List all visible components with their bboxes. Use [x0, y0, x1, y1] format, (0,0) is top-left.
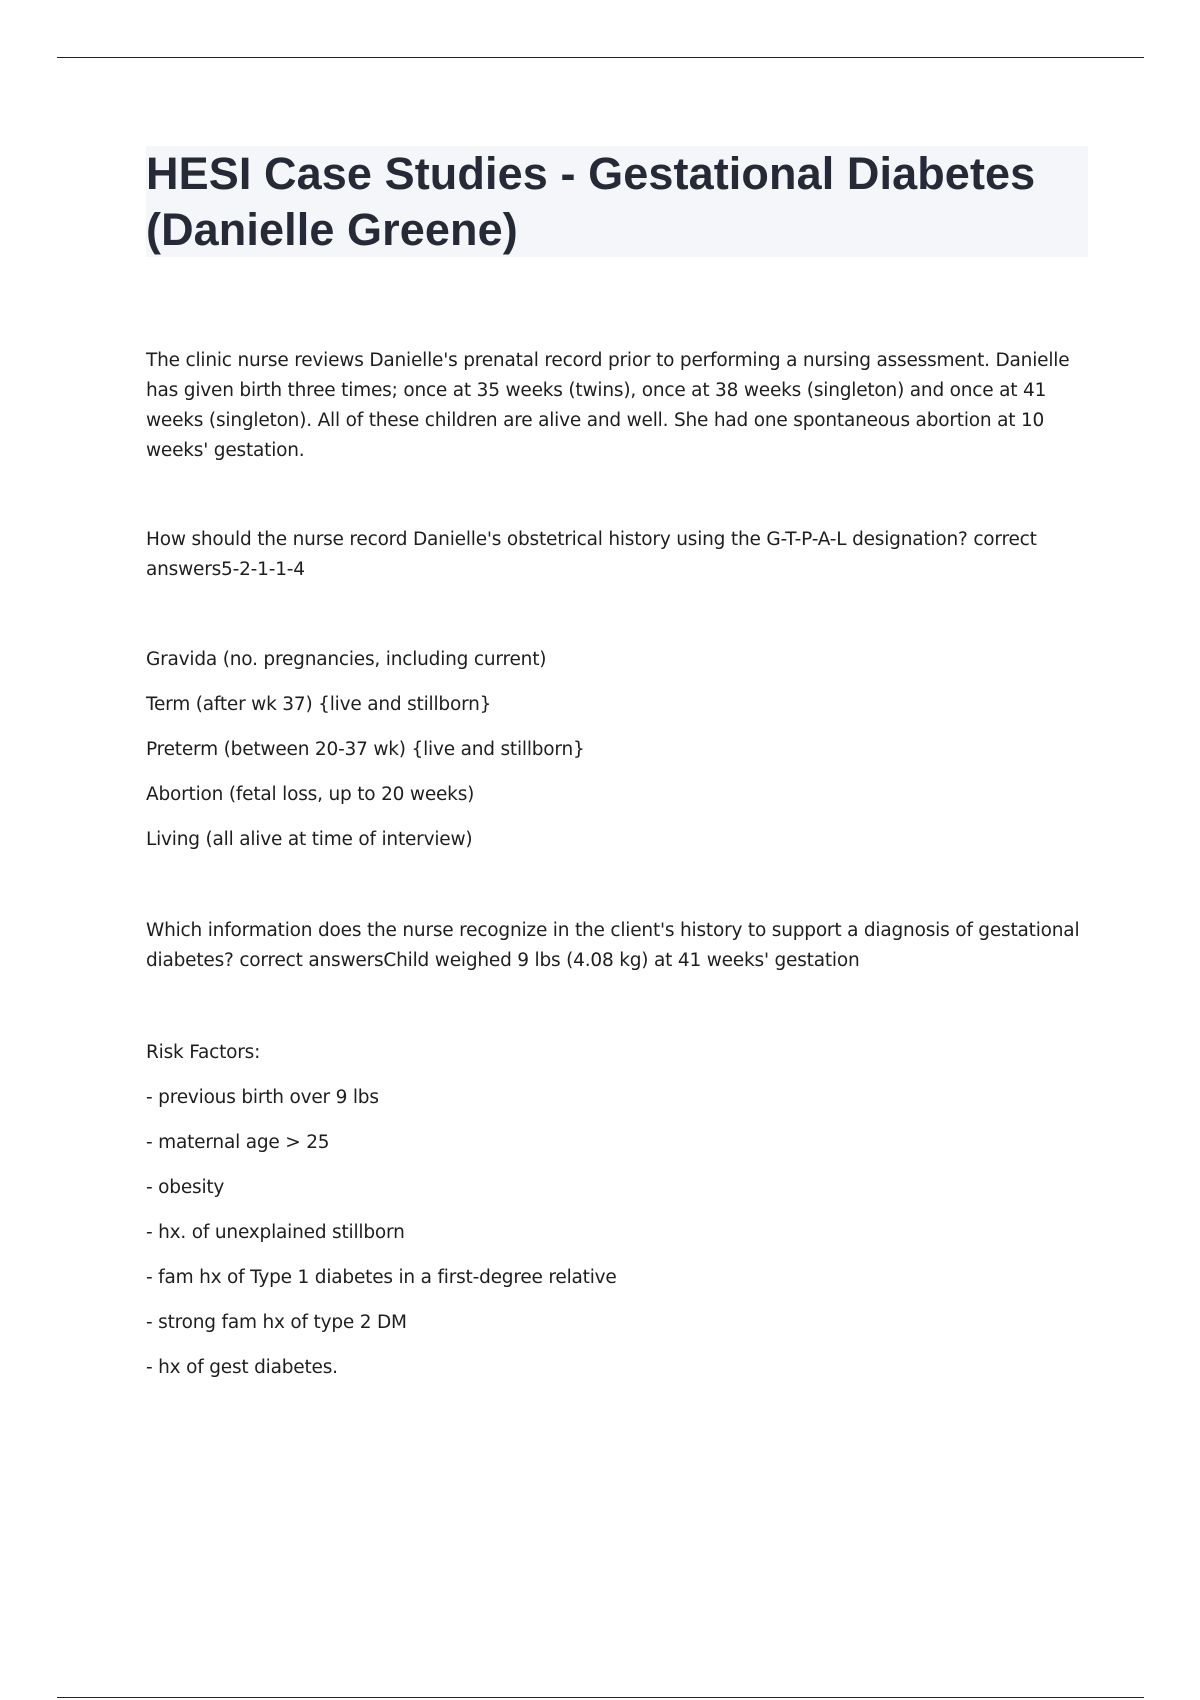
question-gtpal: How should the nurse record Danielle's obstetrical history using the G-T-P-A-L designation? correct answers5-2-1-1-4 — [146, 529, 1037, 580]
gtpal-list — [146, 645, 1088, 870]
risk-factors-heading: Risk Factors: — [146, 1042, 261, 1063]
list-item: Living (all alive at time of interview) — [146, 829, 473, 850]
list-item: Gravida (no. pregnancies, including current) — [146, 649, 547, 670]
list-item: - fam hx of Type 1 diabetes in a first-degree relative — [146, 1267, 617, 1288]
document-content — [146, 146, 1088, 1378]
list-item: - hx of gest diabetes. — [146, 1357, 338, 1378]
list-item: - previous birth over 9 lbs — [146, 1087, 379, 1108]
page-title: HESI Case Studies - Gestational Diabetes (Danielle Greene) — [146, 148, 1036, 255]
list-item: - strong fam hx of type 2 DM — [146, 1312, 407, 1333]
list-item: Term (after wk 37) {live and stillborn} — [146, 694, 492, 715]
list-item: Abortion (fetal loss, up to 20 weeks) — [146, 784, 475, 805]
top-rule — [57, 57, 1144, 58]
list-item: - hx. of unexplained stillborn — [146, 1222, 405, 1243]
risk-factors-list — [146, 1038, 1088, 1398]
question-gestational-diabetes: Which information does the nurse recognize in the client's history to support a diagnosis of gestational diabetes? correct answersChild weighed 9 lbs (4.08 kg) at 41 weeks' gestation — [146, 920, 1080, 971]
list-item: - obesity — [146, 1177, 225, 1198]
list-item: Preterm (between 20-37 wk) {live and stillborn} — [146, 739, 585, 760]
intro-paragraph: The clinic nurse reviews Danielle's prenatal record prior to performing a nursing assessment. Danielle has given birth three times; once at 35 weeks (twins), once at 38 weeks (singleton) and once at 41 weeks (singleton). All of these children are alive and well. She had one spontaneous abortion at 10 weeks' gestation. — [146, 350, 1070, 461]
bottom-rule — [57, 1697, 1144, 1698]
title-box — [146, 146, 1088, 257]
list-item: - maternal age > 25 — [146, 1132, 330, 1153]
